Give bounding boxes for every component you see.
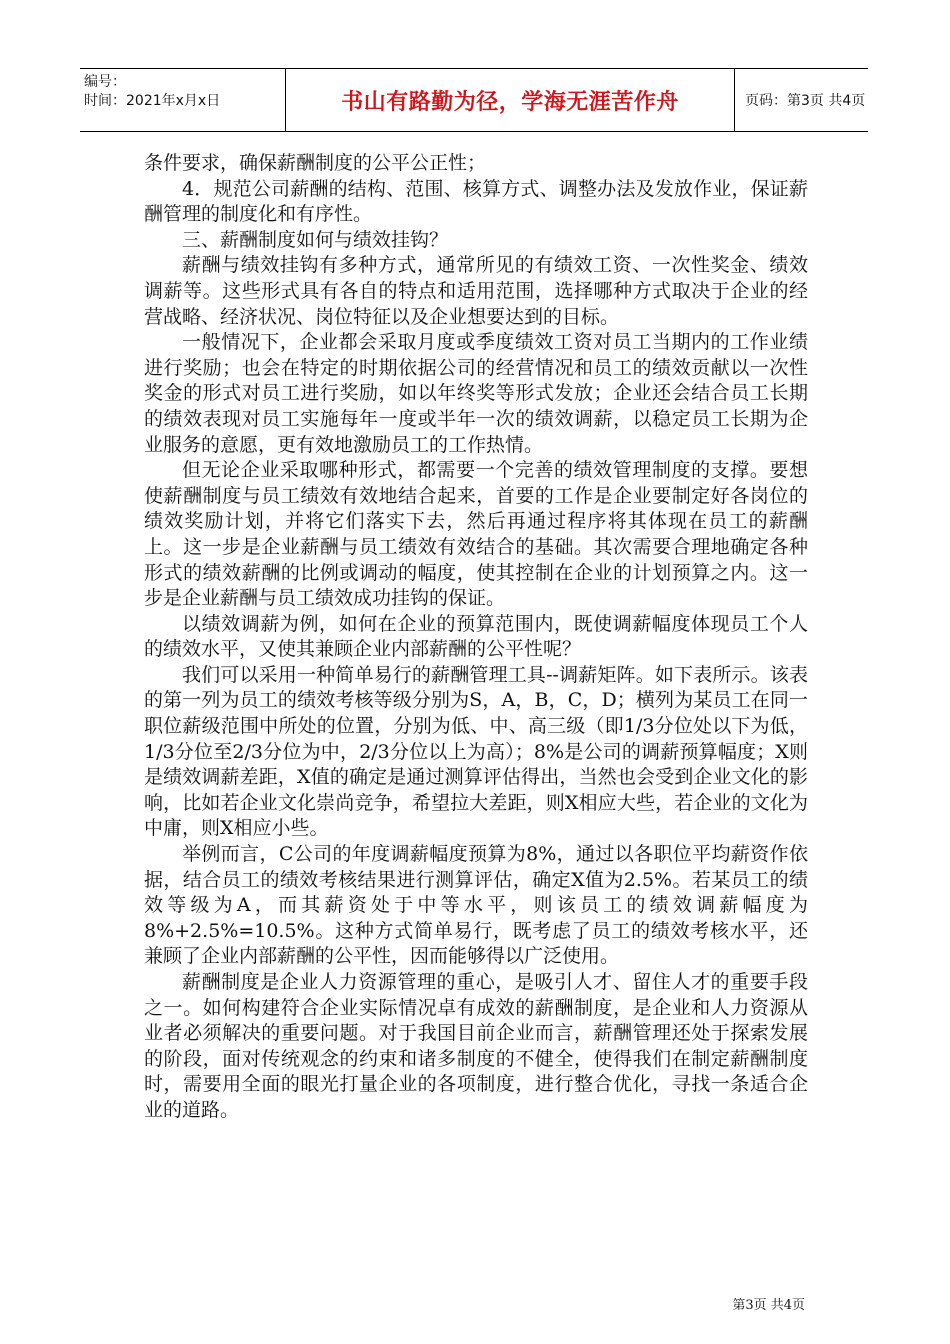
- paragraph: 举例而言，C公司的年度调薪幅度预算为8%，通过以各职位平均薪资作依据，结合员工的绩效考核结果进行测算评估，确定X值为2.5%。若某员工的绩效等级为A，而其薪资处于中等水平，则该员工的绩效调薪幅度为8%+2.5%=10.5%。这种方式简单易行，既考虑了员工的绩效考核水平，还兼顾了企业内部薪酬的公平性，因而能够得以广泛使用。: [144, 843, 808, 968]
- paragraph: 但无论企业采取哪种形式，都需要一个完善的绩效管理制度的支撑。要想使薪酬制度与员工绩效有效地结合起来，首要的工作是企业要制定好各岗位的绩效奖励计划，并将它们落实下去，然后再通过程序将其体现在员工的薪酬上。这一步是企业薪酬与员工绩效有效结合的基础。其次需要合理地确定各种形式的绩效薪酬的比例或调动的幅度，使其控制在企业的计划预算之内。这一步是企业薪酬与员工绩效成功挂钩的保证。: [144, 459, 808, 610]
- document-number-label: 编号：: [84, 74, 126, 90]
- page-footer-number: 第3页 共4页: [732, 1298, 805, 1313]
- page-header: [80, 68, 868, 132]
- paragraph: 薪酬制度是企业人力资源管理的重心，是吸引人才、留住人才的重要手段之一。如何构建符合企业实际情况卓有成效的薪酬制度，是企业和人力资源从业者必须解决的重要问题。对于我国目前企业而言，薪酬管理还处于探索发展的阶段，面对传统观念的约束和诸多制度的不健全，使得我们在制定薪酬制度时，需要用全面的眼光打量企业的各项制度，进行整合优化，寻找一条适合企业的道路。: [144, 971, 808, 1121]
- paragraph: 一般情况下，企业都会采取月度或季度绩效工资对员工当期内的工作业绩进行奖励；也会在特定的时期依据公司的经营情况和员工的绩效贡献以一次性奖金的形式对员工进行奖励，如以年终奖等形式发放；企业还会结合员工长期的绩效表现对员工实施每年一度或半年一次的绩效调薪，以稳定员工长期为企业服务的意愿，更有效地激励员工的工作热情。: [144, 331, 808, 456]
- header-meta: [80, 69, 285, 131]
- paragraph: 以绩效调薪为例，如何在企业的预算范围内，既使调薪幅度体现员工个人的绩效水平，又使其兼顾企业内部薪酬的公平性呢？: [144, 612, 808, 661]
- header-motto: 书山有路勤为径，学海无涯苦作舟: [341, 89, 679, 115]
- paragraph: 薪酬与绩效挂钩有多种方式，通常所见的有绩效工资、一次性奖金、绩效调薪等。这些形式具有各自的特点和适用范围，选择哪种方式取决于企业的经营战略、经济状况、岗位特征以及企业想要达到的目标。: [144, 254, 808, 328]
- header-page-number: 页码：第3页 共4页: [745, 93, 866, 109]
- document-body: [144, 151, 808, 1124]
- paragraph-list-item-4: 4．规范公司薪酬的结构、范围、核算方式、调整办法及发放作业，保证薪酬管理的制度化和有序性。: [144, 177, 808, 226]
- paragraph: 我们可以采用一种简单易行的薪酬管理工具--调薪矩阵。如下表所示。该表的第一列为员工的绩效考核等级分别为S，A，B，C，D；横列为某员工在同一职位薪级范围中所处的位置，分别为低、中、高三级（即1/3分位处以下为低，1/3分位至2/3分位为中，2/3分位以上为高）；8%是公司的调薪预算幅度；X则是绩效调薪差距，X值的确定是通过测算评估得出，当然也会受到企业文化的影响，比如若企业文化崇尚竞争，希望拉大差距，则X相应大些，若企业的文化为中庸，则X相应小些。: [144, 663, 808, 840]
- header-page-cell: [735, 69, 868, 131]
- header-motto-cell: [285, 69, 735, 131]
- document-time-label: 时间：2021年x月x日: [84, 93, 221, 109]
- paragraph-continuation: 条件要求，确保薪酬制度的公平公正性；: [144, 152, 487, 174]
- section-heading: 三、薪酬制度如何与绩效挂钩？: [182, 228, 449, 251]
